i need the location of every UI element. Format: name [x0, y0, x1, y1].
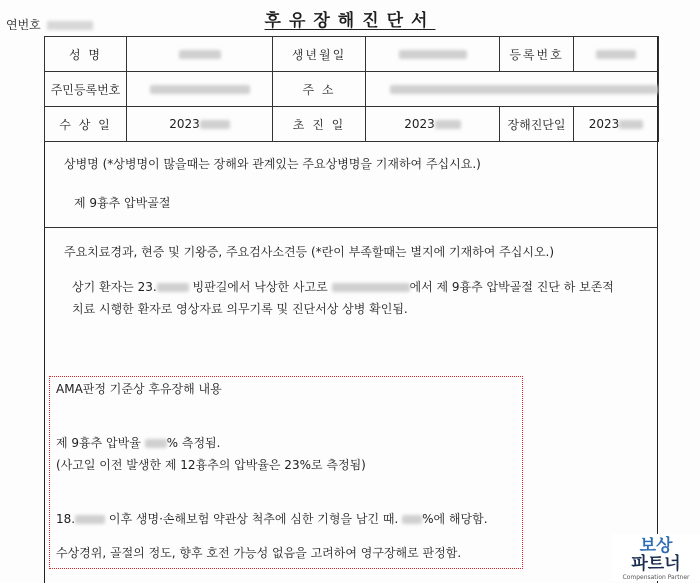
- redacted-date: [75, 515, 105, 524]
- registration-value: [574, 37, 659, 72]
- redacted-rrn: [150, 85, 250, 94]
- patient-info-table: [44, 36, 659, 142]
- name-label: 성 명: [45, 37, 127, 72]
- ama-line-4: 수상경위, 골절의 정도, 향후 호전 가능성 없음을 고려하여 영구장해로 판정함.: [56, 546, 462, 560]
- redacted-registration: [596, 50, 636, 59]
- injury-date-value: 2023: [127, 107, 273, 142]
- injury-date-label: 수 상 일: [45, 107, 127, 142]
- treatment-section: [44, 228, 658, 326]
- logo-line-1: 보상: [639, 536, 673, 556]
- first-exam-label: 초 진 일: [273, 107, 366, 142]
- redacted-name: [179, 50, 221, 59]
- address-label: 주 소: [273, 72, 366, 107]
- redacted-disability-rate: [402, 515, 422, 524]
- ama-title: AMA판정 기준상 후유장해 내용: [56, 382, 222, 396]
- diagnosis-heading: 상병명 (*상병명이 많을때는 장해와 관계있는 주요상병명을 기재하여 주십시요.): [64, 157, 481, 171]
- ama-line-1: 제 9흉추 압박율 % 측정됨.: [56, 436, 221, 450]
- redacted-address: [390, 85, 658, 94]
- document-number-label: 연번호: [6, 18, 41, 32]
- diagnosis-content: 제 9흉추 압박골절: [74, 196, 171, 210]
- rrn-value: [127, 72, 273, 107]
- ama-line-2: (사고일 이전 발생한 제 12흉추의 압박율은 23%로 측정됨): [56, 458, 366, 472]
- diagnosis-date-label: 장해진단일: [500, 107, 574, 142]
- ama-line-3: 18. 이후 생명·손해보험 약관상 척추에 심한 기형을 남긴 때. %에 해당함.: [56, 512, 488, 526]
- first-exam-value: 2023: [366, 107, 500, 142]
- diagnosis-section: [44, 141, 658, 228]
- document-title: 후유장해진단서: [264, 11, 436, 31]
- redacted-birthdate: [399, 50, 467, 59]
- redacted-accident-date: [157, 283, 189, 292]
- redacted-compression-rate: [145, 439, 167, 448]
- treatment-line-1: 상기 환자는 23. 빙판길에서 낙상한 사고로 에서 제 9흉추 압박골절 진단 하 보존적: [72, 280, 614, 294]
- treatment-heading: 주요치료경과, 현증 및 기왕증, 주요검사소견등 (*란이 부족할때는 별지에 기재하여 주십시오.): [64, 245, 555, 259]
- registration-label: 등록번호: [500, 37, 574, 72]
- address-value: [366, 72, 659, 107]
- rrn-label: 주민등록번호: [45, 72, 127, 107]
- logo-tagline: Compensation Partner: [622, 574, 690, 581]
- ama-assessment-box: [49, 376, 523, 569]
- brand-logo: [612, 534, 700, 581]
- redacted-diagnosis-date: [619, 120, 643, 129]
- treatment-line-2: 치료 시행한 환자로 영상자료 의무기록 및 진단서상 상병 확인됨.: [72, 302, 408, 316]
- birth-value: [366, 37, 500, 72]
- name-value: [127, 37, 273, 72]
- logo-line-2: 파트너: [631, 554, 681, 574]
- birth-label: 생년월일: [273, 37, 366, 72]
- redacted-hospital: [332, 283, 410, 292]
- redacted-first-exam-date: [435, 120, 461, 129]
- redacted-injury-date: [200, 120, 230, 129]
- diagnosis-date-value: 2023: [574, 107, 659, 142]
